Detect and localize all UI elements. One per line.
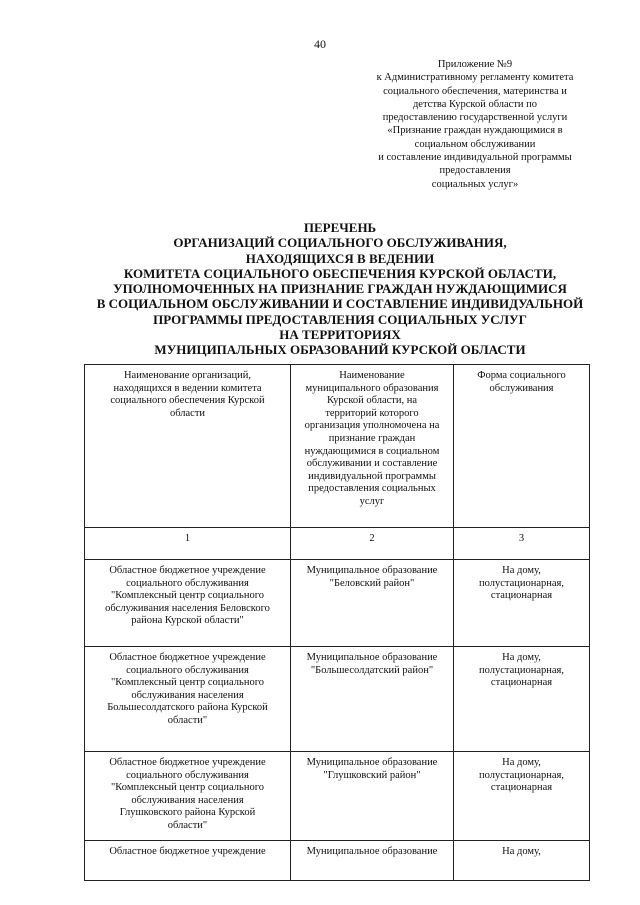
header-line: нуждающимися в социальном [304,445,440,457]
cell-line: Муниципальное образование [306,565,438,576]
cell-line: "Комплексный центр социального [111,677,264,689]
title-line: ОРГАНИЗАЦИЙ СОЦИАЛЬНОГО ОБСЛУЖИВАНИЯ, [173,235,507,251]
cell-line: Муниципальное образование [306,652,438,663]
cell-line: социального обслуживания [126,577,249,589]
municipality-cell [291,647,454,752]
service-form-cell [454,841,590,881]
header-line: предоставления социальных [308,483,436,495]
organization-cell [85,647,291,752]
cell-line: социального обслуживания [126,769,249,781]
table-row [85,841,590,881]
header-line: индивидуальной программы [308,470,436,482]
cell-line: полустационарная, [478,769,564,781]
cell-line: стационарная [490,590,553,602]
appendix-line: предоставлению государственной услуги [382,112,568,124]
appendix-line: «Признание граждан нуждающимися в [387,125,563,137]
cell-line: социального обслуживания [126,664,249,676]
organizations-table [84,364,590,881]
title-line: НАХОДЯЩИХСЯ В ВЕДЕНИИ [245,250,435,266]
cell-line: На дому, [502,757,541,768]
appendix-line: социальном обслуживании [414,138,536,150]
header-line: Наименование организаций, [123,370,252,381]
cell-line: "Глушковский район" [323,769,421,781]
cell-line: обслуживания населения [131,794,244,806]
title-line: ПЕРЕЧЕНЬ [303,220,377,235]
cell-line: Областное бюджетное учреждение [109,757,266,768]
title-line: В СОЦИАЛЬНОМ ОБСЛУЖИВАНИИ И СОСТАВЛЕНИЕ ИНДИВИДУАЛЬНОЙ [96,296,584,312]
municipality-cell [291,560,454,647]
cell-line: "Большесолдатский район" [310,664,434,676]
appendix-line: Приложение №9 [437,59,513,70]
column-number: 2 [291,528,454,560]
document-title [60,220,620,358]
appendix-reference [360,58,590,191]
header-line: территорий которого [325,407,419,419]
cell-line: "Беловский район" [329,577,415,589]
cell-line: Муниципальное образование [306,757,438,768]
appendix-line: социального обеспечения, материнства и [383,85,567,97]
cell-line: На дому, [502,565,541,576]
cell-line: Большесолдатского района Курской [107,702,268,714]
title-line: УПОЛНОМОЧЕННЫХ НА ПРИЗНАНИЕ ГРАЖДАН НУЖДАЮЩИМИСЯ [113,281,567,297]
title-line: КОМИТЕТА СОЦИАЛЬНОГО ОБЕСПЕЧЕНИЯ КУРСКОЙ ОБЛАСТИ, [123,265,557,281]
table-row [85,647,590,752]
cell-line: Областное бюджетное учреждение [109,846,266,857]
cell-line: На дому, [502,652,541,663]
header-line: муниципального образования [305,382,439,394]
cell-line: "Комплексный центр социального [111,590,264,602]
service-form-cell [454,647,590,752]
appendix-line: и составление индивидуальной программы [378,152,572,164]
column-number: 3 [454,528,590,560]
cell-line: Областное бюджетное учреждение [109,565,266,576]
header-organization [85,365,291,528]
municipality-cell [291,841,454,881]
header-line: Курской области, на [326,395,418,407]
appendix-line: к Административному регламенту комитета [376,72,574,84]
header-line: признание граждан [328,432,416,444]
header-line: находящихся в ведении комитета [113,382,262,394]
service-form-cell [454,560,590,647]
organization-cell [85,752,291,841]
municipality-cell [291,752,454,841]
cell-line: Областное бюджетное учреждение [109,652,266,663]
header-line: Форма социального [477,370,566,381]
appendix-line: социальных услуг» [431,178,519,190]
header-municipality [291,365,454,528]
page-number: 40 [314,37,326,51]
title-line: ПРОГРАММЫ ПРЕДОСТАВЛЕНИЯ СОЦИАЛЬНЫХ УСЛУГ [153,311,527,327]
cell-line: полустационарная, [478,577,564,589]
cell-line: На дому, [502,846,541,857]
table-row [85,560,590,647]
cell-line: стационарная [490,677,553,689]
cell-line: области" [167,819,208,831]
cell-line: обслуживания населения Беловского [105,602,270,614]
cell-line: обслуживания населения [131,689,244,701]
header-line: обслуживания [489,382,554,394]
title-line: НА ТЕРРИТОРИЯХ [279,327,401,343]
header-line: услуг [359,495,385,507]
cell-line: Муниципальное образование [306,846,438,857]
appendix-line: предоставления [439,165,511,177]
cell-line: Глушковского района Курской [119,807,256,819]
organization-cell [85,841,291,881]
header-line: социального обеспечения Курской [110,395,265,407]
column-number-row [85,528,590,560]
service-form-cell [454,752,590,841]
cell-line: области" [167,714,208,726]
title-line: МУНИЦИПАЛЬНЫХ ОБРАЗОВАНИЙ КУРСКОЙ ОБЛАСТИ [154,342,526,358]
cell-line: района Курской области" [131,615,244,627]
cell-line: стационарная [490,782,553,794]
header-service-form [454,365,590,528]
header-line: Наименование [339,370,405,381]
table-row [85,752,590,841]
organization-cell [85,560,291,647]
cell-line: полустационарная, [478,664,564,676]
header-line: области [169,407,206,419]
table-header-row [85,365,590,528]
header-line: обслуживании и составление [306,458,438,470]
column-number: 1 [85,528,291,560]
appendix-line: детства Курской области по [412,98,538,110]
cell-line: "Комплексный центр социального [111,782,264,794]
header-line: организация уполномочена на [304,420,440,432]
